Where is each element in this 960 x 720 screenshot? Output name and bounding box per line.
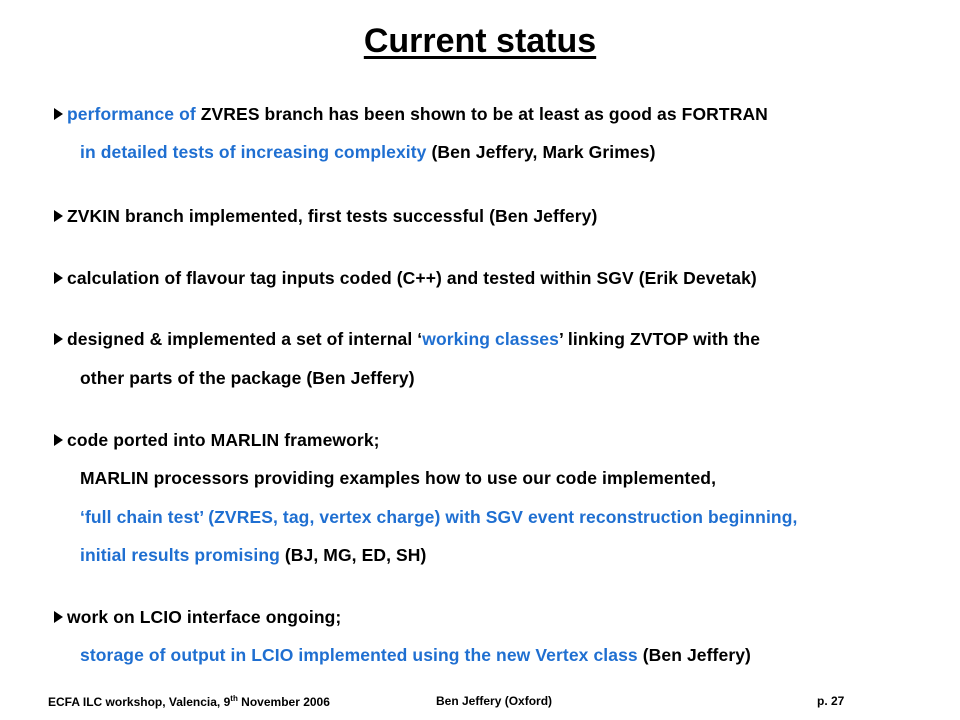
- text-segment: designed & implemented a set of internal ‘: [67, 329, 423, 349]
- bullet-1-line-2: [80, 142, 656, 163]
- footer-event-text: ECFA ILC workshop, Valencia, 9: [48, 695, 231, 709]
- footer-author: Ben Jeffery (Oxford): [436, 694, 553, 708]
- text-segment: ZVRES branch has been shown to be at least as good as FORTRAN: [200, 104, 768, 124]
- text-segment: (BJ, MG, ED, SH): [279, 545, 427, 565]
- bullet-5-line-2: [80, 468, 716, 489]
- bullet-5-line-3: [80, 507, 797, 528]
- bullet-4-line-1: [54, 329, 760, 350]
- right-arrowhead-icon: [54, 272, 63, 284]
- text-segment: other parts of the package (Ben Jeffery): [80, 368, 415, 388]
- text-segment: in detailed tests of increasing complexity: [80, 142, 427, 162]
- text-segment: working classes: [422, 329, 559, 349]
- text-segment: (Ben Jeffery): [637, 645, 751, 665]
- text-segment: (Ben Jeffery, Mark Grimes): [426, 142, 656, 162]
- text-segment: work on LCIO interface ongoing;: [67, 607, 342, 627]
- text-segment: initial results promising: [80, 545, 280, 565]
- page-title: Current status: [363, 22, 597, 60]
- bullet-2-line-1: [54, 206, 597, 227]
- bullet-6-line-1: [54, 607, 341, 628]
- footer-event-date: November 2006: [237, 695, 330, 709]
- bullet-6-line-2: [80, 645, 751, 666]
- text-segment: MARLIN processors providing examples how to use our code implemented,: [80, 468, 717, 488]
- right-arrowhead-icon: [54, 333, 63, 345]
- footer-event: [48, 694, 330, 709]
- bullet-4-line-2: [80, 368, 415, 389]
- text-segment: ZVKIN branch implemented, first tests successful (Ben Jeffery): [67, 206, 598, 226]
- text-segment: calculation of flavour tag inputs coded (C++) and tested within SGV (Erik Devetak): [67, 268, 757, 288]
- footer-event-sup: th: [230, 694, 238, 703]
- bullet-3-line-1: [54, 268, 757, 289]
- text-segment: storage of output in LCIO implemented using the new Vertex class: [80, 645, 638, 665]
- right-arrowhead-icon: [54, 611, 63, 623]
- footer-page-number: p. 27: [817, 694, 845, 708]
- text-segment: code ported into MARLIN framework;: [67, 430, 380, 450]
- right-arrowhead-icon: [54, 210, 63, 222]
- bullet-5-line-4: [80, 545, 426, 566]
- bullet-5-line-1: [54, 430, 380, 451]
- right-arrowhead-icon: [54, 434, 63, 446]
- right-arrowhead-icon: [54, 108, 63, 120]
- text-segment: ’ linking ZVTOP with the: [558, 329, 761, 349]
- text-segment: performance of: [67, 104, 201, 124]
- bullet-1-line-1: [54, 104, 768, 125]
- text-segment: ‘full chain test’ (ZVRES, tag, vertex charge) with SGV event reconstruction beginning,: [80, 507, 798, 527]
